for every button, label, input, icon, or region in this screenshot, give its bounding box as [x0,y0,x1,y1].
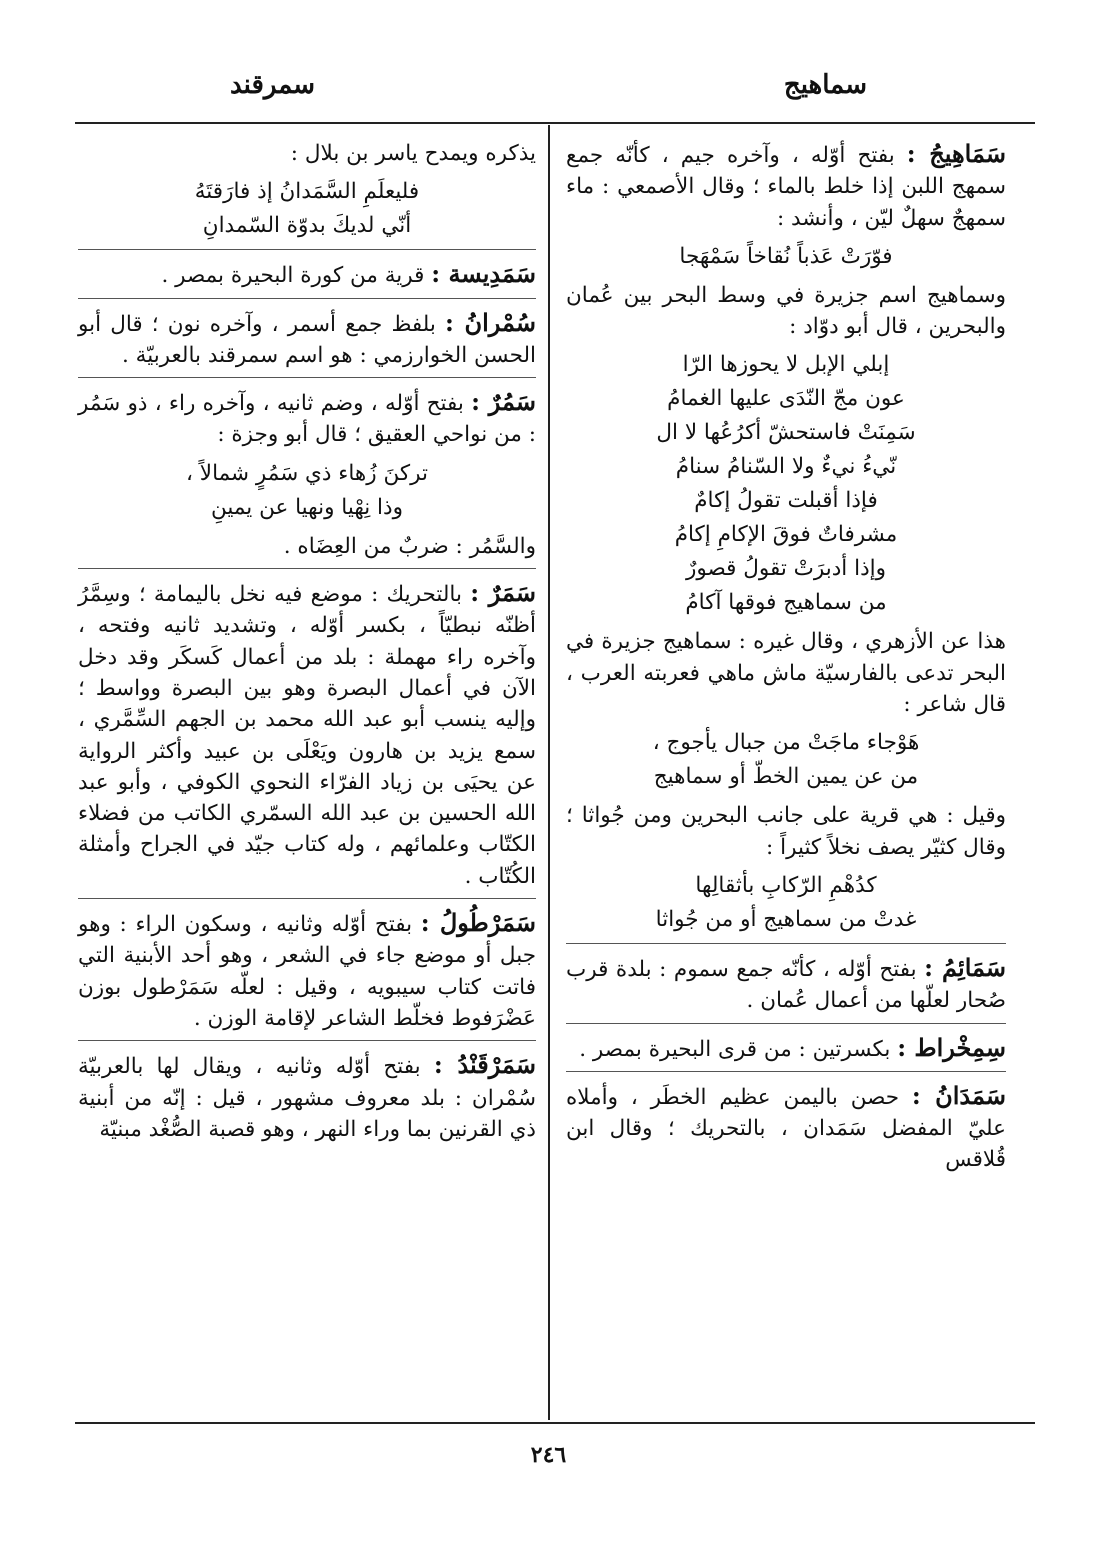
verse-line: وذا نِهْيا ونهيا عن يمينِ [211,494,403,520]
dictionary-entry [78,258,536,291]
page-number: ٢٤٦ [530,1442,567,1468]
poetry-verse [566,348,1006,620]
entry-text: وسماهيج اسم جزيرة في وسط البحر بين عُمان والبحرين ، قال أبو دوّاد : [566,282,1006,340]
entry-text: بفتح أوّله ، وآخره جيم ، كأنّه جمع سمهج اللبن إذا خلط بالماء ؛ وقال الأصمعي : ماء سمهجٌ سهلٌ ليّن ، وأنشد : [566,143,1006,231]
entry-separator [78,249,536,250]
dictionary-entry [566,138,1006,234]
dictionary-entry [566,800,1006,863]
poetry-verse [566,240,1006,274]
entry-text: حصن باليمن عظيم الخطَر ، وأملاه عليّ المفضل سَمَدان ، بالتحريك ؛ وقال ابن قُلاقس [566,1084,1006,1173]
dictionary-entry [566,280,1006,343]
verse-line: من عن يمين الخطّ أو سماهيج [653,764,919,790]
entry-separator [566,1023,1006,1024]
verse-line: مشرفاتٌ فوقَ الإكامِ إكامُ [674,522,898,548]
entry-text: بفتح أوّله وثانيه ، وسكون الراء : وهو جبل أو موضع جاء في الشعر ، وهو أحد الأبنية التي فاتت كتاب سيبويه ، وقيل : لعلّه سَمَرْطول بوزن عَضْرَفوط فخلّط الشاعر لإقامة الوزن . [78,912,536,1031]
poetry-verse [566,869,1006,937]
dictionary-entry [78,1049,536,1145]
headword: سَمُرٌ : [471,387,536,417]
running-header-right: سماهيج [783,70,867,100]
entry-text: بالتحريك : موضع فيه نخل باليمامة ؛ وسِمَّرُ أظنّه نبطيّاً ، بكسر أوّله ، وتشديد ثانيه وفتحه ، وآخره راء مهملة : بلد من أعمال كَسكَر وقد دخل الآن في أعمال البصرة وهو بين البصرة وواسط ؛ وإليه ينسب أبو عبد الله محمد بن الجهم السِّمَّري ، سمع يزيد بن هارون ويَعْلَى بن عبيد وأكثر الرواية عن يحيَى بن زياد الفرّاء النحوي الكوفي ، وأبو عبد الله الحسين بن عبد الله السمّري الكاتب من فضلاء الكتّاب وعلمائهم ، وله كتاب جيّد في الجراح وأمثلة الكُتّاب . [78,582,536,889]
verse-line: فليعلَمِ السَّمَدانُ إذ فارَقتَهُ [194,179,420,205]
headword: سَمَرٌ : [470,578,536,608]
verse-line: فوّرَتْ عَذباً نُقاخاً سَمْهَجا [679,243,893,269]
entry-text: بفتح أوّله وثانيه ، ويقال لها بالعربيّة سُمْران : بلد معروف مشهور ، قيل : إنّه من أبنية ذي القرنين بما وراء النهر ، وهو قصبة الصُّغْد مبنيّة [78,1054,536,1142]
entry-text: بفتح أوّله ، وضم ثانيه ، وآخره راء ، ذو سَمُر : من نواحي العقيق ؛ قال أبو وجزة : [78,391,536,448]
verse-line: عون مجّ النّدَى عليها الغمامُ [667,386,905,412]
dictionary-entry [78,307,536,372]
verse-line: نّيءُ نيءٌ ولا السّنامُ سنامُ [675,454,897,480]
verse-line: سَمِنَتْ فاستحشّ أكرُعُها لا ال [656,420,916,446]
verse-line: إبلي الإبل لا يحوزها الرّا [682,352,890,378]
verse-line: فإذا أقبلت تقولُ إكامٌ [694,488,878,514]
dictionary-entry [566,626,1006,720]
dictionary-entry [78,907,536,1034]
entry-text: هذا عن الأزهري ، وقال غيره : سماهيج جزيرة في البحر تدعى بالفارسيّة ماش ماهي فعربته العرب ، قال شاعر : [566,629,1006,718]
running-header-left: سمرقند [230,70,316,100]
verse-line: كدُهْمِ الرّكابِ بأثقالِها [695,872,877,898]
verse-line: من سماهيج فوقها آكامُ [685,590,887,616]
verse-line: غدتْ من سماهيج أو من جُواثا [655,906,917,932]
headword: سَمَرْقَنْدُ : [433,1050,536,1080]
entry-text: بفتح أوّله ، كأنّه جمع سموم : بلدة قرب صُحار لعلّها من أعمال عُمان . [566,956,1006,1014]
entry-text: وقيل : هي قرية على جانب البحرين ومن جُواثا ؛ وقال كثيّر يصف نخلاً كثيراً : [566,803,1006,860]
entry-text: والسَّمُر : ضربٌ من العِضَاه . [283,533,536,559]
poetry-verse [78,457,536,525]
verse-line: هَوْجاء ماجَتْ من جبال يأجوج ، [652,730,920,756]
entry-text: بلفظ جمع أسمر ، وآخره نون ؛ قال أبو الحسن الخوارزمي : هو اسم سمرقند بالعربيّة . [78,311,536,368]
footer-rule [75,1422,1035,1424]
entry-text: قرية من كورة البحيرة بمصر . [161,263,432,289]
dictionary-entry [78,577,536,892]
column-divider [548,125,550,1420]
dictionary-entry [78,138,536,169]
verse-line: وإذا أدبرَتْ تقولُ قصورٌ [685,556,887,582]
dictionary-entry [566,1032,1006,1065]
entry-separator [566,1071,1006,1072]
entry-separator [78,568,536,569]
entry-text: يذكره ويمدح ياسر بن بلال : [290,141,536,166]
right-column [566,138,1006,1182]
headword: سَمَدِيسة : [431,259,536,289]
headword: سَمَدَانُ : [911,1080,1007,1110]
entry-separator [78,1040,536,1041]
dictionary-entry [566,952,1006,1017]
poetry-verse [566,726,1006,794]
headword: سِمِخْراط : [897,1032,1006,1062]
entry-separator [78,898,536,899]
entry-separator [78,377,536,378]
headword: سَمَائِمُ : [924,952,1006,982]
headword: سَمَاهِيجُ : [906,139,1006,168]
verse-line: أنّي لديكَ بدوّة السّمدانِ [202,213,412,239]
verse-line: تركنَ زُهاء ذي سَمُرٍ شمالاً ، [186,460,428,486]
headword: سُمْرانُ : [444,307,537,337]
entry-separator [566,943,1006,944]
entry-text: بكسرتين : من قرى البحيرة بمصر . [579,1036,898,1062]
header-rule [75,122,1035,124]
headword: سَمَرْطُولُ : [420,908,536,938]
dictionary-entry [78,386,536,451]
poetry-verse [78,175,536,243]
dictionary-entry [566,1080,1006,1176]
entry-separator [78,298,536,299]
left-column [78,138,536,1151]
dictionary-entry [78,531,536,562]
